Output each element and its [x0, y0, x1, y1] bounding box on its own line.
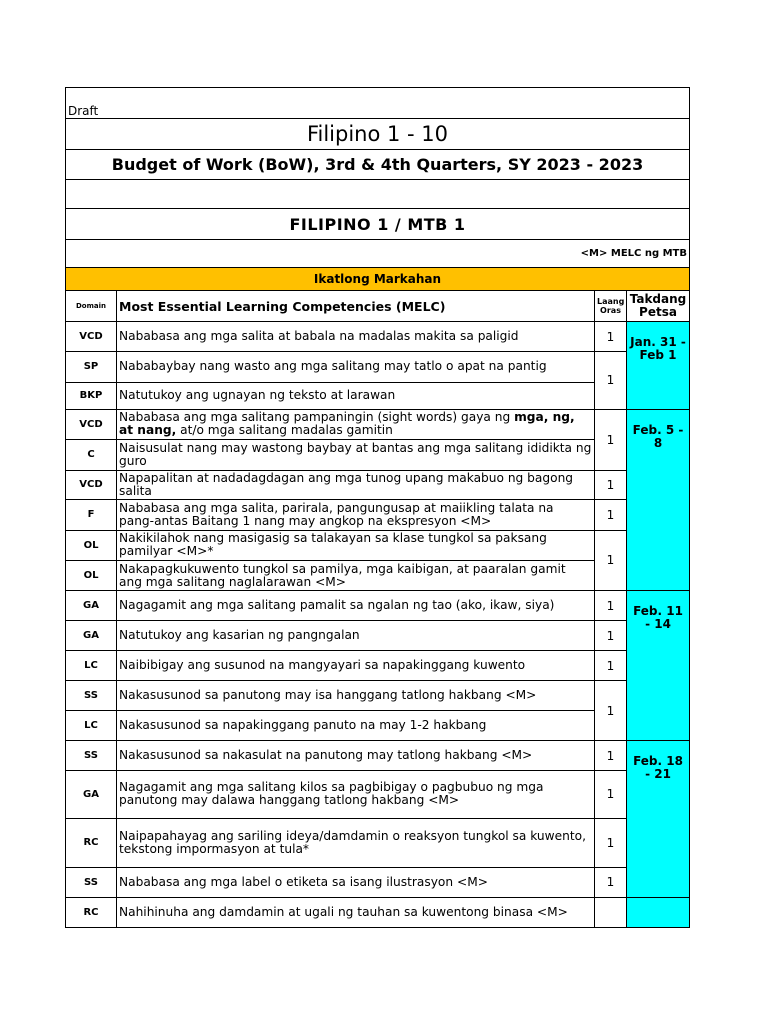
domain-cell: SS	[66, 867, 117, 897]
table-row	[66, 591, 690, 621]
oras-cell: 1	[595, 867, 627, 897]
domain-cell: LC	[66, 711, 117, 741]
table-row	[66, 470, 690, 499]
domain-cell: OL	[66, 560, 117, 590]
oras-cell: 1	[595, 771, 627, 818]
oras-cell: 1	[595, 681, 627, 741]
takdang-petsa-header	[627, 291, 690, 322]
melc-cell: Nababasa ang mga label o etiketa sa isang ilustrasyon <M>	[117, 867, 595, 897]
domain-cell: GA	[66, 771, 117, 818]
takdang-petsa-line-1: Takdang	[629, 292, 687, 307]
melc-cell: Nakikilahok nang masigasig sa talakayan sa klase tungkol sa paksang pamilyar <M>*	[117, 530, 595, 560]
melc-cell: Naipapahayag ang sariling ideya/damdamin o reaksyon tungkol sa kuwento, tekstong impormasyon at tula*	[117, 818, 595, 867]
quarter-band: Ikatlong Markahan	[66, 268, 690, 291]
oras-cell: 1	[595, 530, 627, 590]
melc-cell: Nakasusunod sa nakasulat na panutong may tatlong hakbang <M>	[117, 741, 595, 771]
oras-cell: 1	[595, 499, 627, 530]
oras-cell: 1	[595, 470, 627, 499]
melc-cell: Nababasa ang mga salita at babala na madalas makita sa paligid	[117, 322, 595, 351]
oras-cell: 1	[595, 621, 627, 651]
melc-cell: Natutukoy ang ugnayan ng teksto at larawan	[117, 382, 595, 409]
domain-cell: GA	[66, 621, 117, 651]
melc-legend: <M> MELC ng MTB	[66, 240, 690, 268]
oras-cell: 1	[595, 351, 627, 409]
domain-header: Domain	[66, 291, 117, 322]
date-cell: Feb. 5 - 8	[627, 409, 690, 590]
oras-cell: 1	[595, 651, 627, 681]
oras-cell	[595, 897, 627, 927]
table-row	[66, 867, 690, 897]
date-cell: Jan. 31 - Feb 1	[627, 322, 690, 409]
melc-cell: Natutukoy ang kasarian ng pangngalan	[117, 621, 595, 651]
table-row	[66, 741, 690, 771]
melc-text: at/o mga salitang madalas gamitin	[176, 423, 393, 438]
melc-cell: Nababaybay nang wasto ang mga salitang may tatlo o apat na pantig	[117, 351, 595, 382]
melc-cell: Nahihinuha ang damdamin at ugali ng tauhan sa kuwentong binasa <M>	[117, 897, 595, 927]
table-row	[66, 818, 690, 867]
domain-cell: SS	[66, 681, 117, 711]
melc-cell: Nakasusunod sa napakinggang panuto na may 1-2 hakbang	[117, 711, 595, 741]
date-cell	[627, 897, 690, 927]
table-row	[66, 771, 690, 818]
table-row	[66, 681, 690, 711]
table-row	[66, 621, 690, 651]
melc-cell: Nakasusunod sa panutong may isa hanggang tatlong hakbang <M>	[117, 681, 595, 711]
draft-label: Draft	[66, 88, 690, 119]
blank-row	[66, 180, 690, 209]
oras-cell: 1	[595, 818, 627, 867]
melc-header: Most Essential Learning Competencies (MELC)	[117, 291, 595, 322]
laang-oras-line-2: Oras	[600, 306, 621, 316]
domain-cell: VCD	[66, 470, 117, 499]
subject-title: FILIPINO 1 / MTB 1	[66, 209, 690, 240]
table-row	[66, 409, 690, 439]
domain-cell: BKP	[66, 382, 117, 409]
domain-cell: C	[66, 439, 117, 470]
melc-cell: Naisusulat nang may wastong baybay at bantas ang mga salitang ididikta ng guro	[117, 439, 595, 470]
oras-cell: 1	[595, 409, 627, 470]
melc-cell: Napapalitan at nadadagdagan ang mga tunog upang makabuo ng bagong salita	[117, 470, 595, 499]
document-subtitle: Budget of Work (BoW), 3rd & 4th Quarters, SY 2023 - 2023	[66, 150, 690, 180]
domain-cell: GA	[66, 591, 117, 621]
table-row	[66, 499, 690, 530]
table-row	[66, 651, 690, 681]
domain-cell: RC	[66, 818, 117, 867]
domain-cell: SP	[66, 351, 117, 382]
melc-text: Nababasa ang mga salitang pampaningin (sight words) gaya ng	[119, 410, 515, 425]
laang-oras-header	[595, 291, 627, 322]
oras-cell: 1	[595, 591, 627, 621]
laang-oras-line-1: Laang	[597, 297, 625, 307]
date-cell: Feb. 18 - 21	[627, 741, 690, 897]
takdang-petsa-line-2: Petsa	[639, 305, 677, 320]
melc-cell: Nagagamit ang mga salitang pamalit sa ngalan ng tao (ako, ikaw, siya)	[117, 591, 595, 621]
domain-cell: VCD	[66, 409, 117, 439]
melc-bold-words: mga, ng, at nang,	[119, 410, 575, 438]
domain-cell: VCD	[66, 322, 117, 351]
domain-cell: SS	[66, 741, 117, 771]
domain-cell: F	[66, 499, 117, 530]
melc-cell: Naibibigay ang susunod na mangyayari sa napakinggang kuwento	[117, 651, 595, 681]
melc-cell: Nababasa ang mga salita, parirala, pangungusap at maiikling talata na pang-antas Baitang 1 nang may angkop na ekspresyon <M>	[117, 499, 595, 530]
table-row	[66, 322, 690, 351]
melc-cell: Nagagamit ang mga salitang kilos sa pagbibigay o pagbubuo ng mga panutong may dalawa hanggang tatlong hakbang <M>	[117, 771, 595, 818]
oras-cell: 1	[595, 322, 627, 351]
table-row	[66, 530, 690, 560]
oras-cell: 1	[595, 741, 627, 771]
budget-of-work-table	[65, 87, 690, 928]
domain-cell: LC	[66, 651, 117, 681]
melc-cell: Nakapagkukuwento tungkol sa pamilya, mga kaibigan, at paaralan gamit ang mga salitang naglalarawan <M>	[117, 560, 595, 590]
table-row	[66, 351, 690, 382]
domain-cell: OL	[66, 530, 117, 560]
melc-cell	[117, 409, 595, 439]
table-row	[66, 897, 690, 927]
document-title: Filipino 1 - 10	[66, 119, 690, 150]
date-cell: Feb. 11 - 14	[627, 591, 690, 741]
domain-cell: RC	[66, 897, 117, 927]
